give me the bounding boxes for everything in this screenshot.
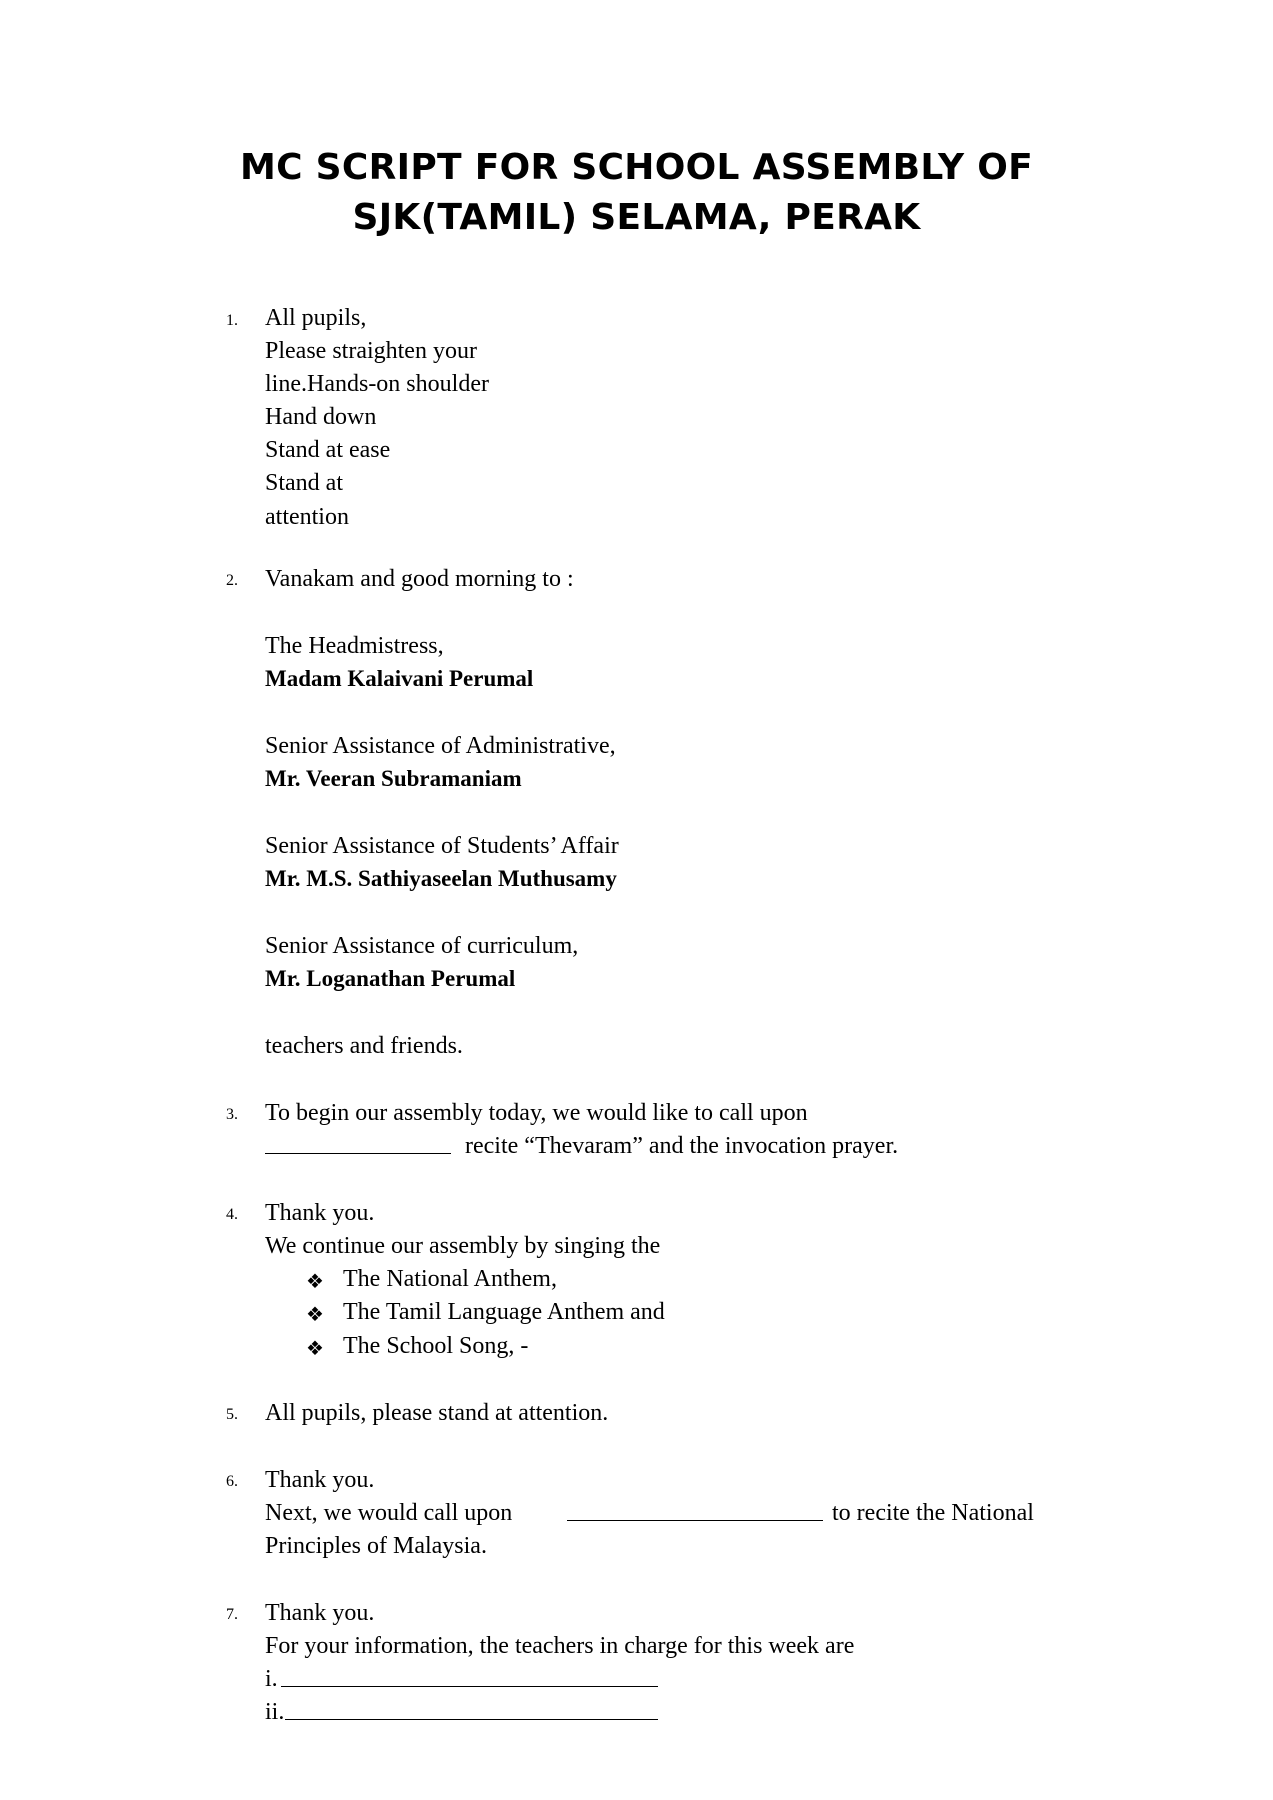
item-number: 2.	[226, 572, 238, 589]
greeting-closing: teachers and friends.	[265, 1033, 463, 1059]
item-line: recite “Thevaram” and the invocation prayer.	[465, 1133, 899, 1159]
item-line: Thank you.	[265, 1467, 375, 1493]
greeting-role: Senior Assistance of curriculum,	[265, 933, 579, 959]
item-line: Principles of Malaysia.	[265, 1533, 487, 1559]
item-number: 7.	[226, 1606, 238, 1623]
greeting-name: Mr. Veeran Subramaniam	[265, 766, 522, 791]
item-line: We continue our assembly by singing the	[265, 1233, 661, 1259]
diamond-bullet-icon: ❖	[306, 1336, 324, 1360]
item-number: 4.	[226, 1206, 238, 1223]
diamond-bullet-icon: ❖	[306, 1302, 324, 1326]
item-number: 5.	[226, 1406, 238, 1423]
item-line: Thank you.	[265, 1200, 375, 1226]
item-line: For your information, the teachers in charge for this week are	[265, 1633, 855, 1659]
greeting-role: Senior Assistance of Administrative,	[265, 733, 616, 759]
item-line: Thank you.	[265, 1600, 375, 1626]
item-line: to recite the National	[832, 1500, 1034, 1526]
item-line: Stand at ease	[265, 437, 391, 463]
bullet-text: The National Anthem,	[343, 1266, 557, 1292]
item-line: Stand at	[265, 470, 343, 496]
item-number: 6.	[226, 1473, 238, 1490]
teacher-slot-label: i.	[265, 1666, 278, 1692]
item-line: All pupils,	[265, 305, 367, 331]
blank-line-reciter	[567, 1500, 823, 1528]
teacher-slot-blank	[281, 1666, 658, 1694]
diamond-bullet-icon: ❖	[306, 1269, 324, 1293]
item-line: All pupils, please stand at attention.	[265, 1400, 609, 1426]
item-line: Next, we would call upon	[265, 1500, 513, 1526]
greeting-name: Mr. Loganathan Perumal	[265, 966, 516, 991]
item-line: Please straighten your	[265, 338, 477, 364]
item-line: To begin our assembly today, we would like to call upon	[265, 1100, 808, 1126]
document-title	[0, 143, 1273, 243]
item-number: 3.	[226, 1106, 238, 1123]
title-line-1: MC SCRIPT FOR SCHOOL ASSEMBLY OF	[239, 147, 1033, 188]
item-line: line.Hands-on shoulder	[265, 371, 489, 397]
item-line: attention	[265, 504, 349, 530]
bullet-text: The School Song, -	[343, 1333, 529, 1359]
item-number: 1.	[226, 312, 238, 329]
teacher-slot-blank	[285, 1699, 658, 1727]
greeting-role: Senior Assistance of Students’ Affair	[265, 833, 619, 859]
blank-line-reciter	[265, 1133, 451, 1161]
bullet-text: The Tamil Language Anthem and	[343, 1299, 665, 1325]
greeting-intro: Vanakam and good morning to :	[265, 566, 574, 592]
greeting-name: Madam Kalaivani Perumal	[265, 666, 534, 691]
item-line: Hand down	[265, 404, 377, 430]
greeting-role: The Headmistress,	[265, 633, 444, 659]
title-line-2: SJK(TAMIL) SELAMA, PERAK	[352, 197, 921, 238]
teacher-slot-label: ii.	[265, 1699, 285, 1725]
greeting-name: Mr. M.S. Sathiyaseelan Muthusamy	[265, 866, 617, 891]
